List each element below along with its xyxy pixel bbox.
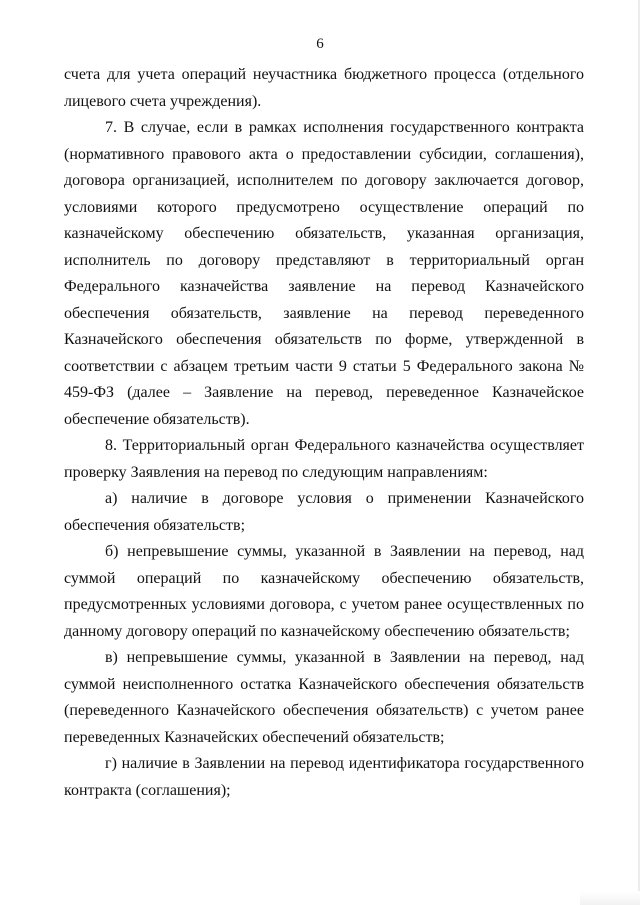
page-number: 6 — [316, 36, 324, 52]
document-body — [64, 62, 584, 804]
paragraph-item-8: 8. Территориальный орган Федерального казначейства осуществляет проверку Заявления на перевод по следующим направлениям: — [64, 437, 584, 481]
subitem-a: а) наличие в договоре условия о применении Казначейского обеспечения обязательств; — [64, 490, 584, 534]
subitem-g: г) наличие в Заявлении на перевод идентификатора государственного контракта (соглашения); — [64, 755, 584, 799]
paragraph-continuation: счета для учета операций неучастника бюджетного процесса (отдельного лицевого счета учреждения). — [64, 66, 584, 110]
subitem-v: в) непревышение суммы, указанной в Заявлении на перевод, над суммой неисполненного остатка Казначейского обеспечения обязательств (переведенного Казначейского обеспечения обязательств) с учетом ранее переведенных Казначейских обеспечений обязательств; — [64, 649, 584, 746]
scan-corner-shadow — [580, 891, 640, 905]
subitem-b: б) непревышение суммы, указанной в Заявлении на перевод, над суммой операций по казначейскому обеспечению обязательств, предусмотренных условиями договора, с учетом ранее осуществленных по данному договору операций по казначейскому обеспечению обязательств; — [64, 543, 584, 640]
paragraph-item-7: 7. В случае, если в рамках исполнения государственного контракта (нормативного правового акта о предоставлении субсидии, соглашения), договора организацией, исполнителем по договору заключается договор, условиями которого предусмотрено осуществление операций по казначейскому обеспечению обязательств, указанная организация, исполнитель по договору представляют в территориальный орган Федерального казначейства заявление на перевод Казначейского обеспечения обязательств, заявление на перевод переведенного Казначейского обеспечения обязательств по форме, утвержденной в соответствии с абзацем третьим части 9 статьи 5 Федерального закона № 459-ФЗ (далее – Заявление на перевод, переведенное Казначейское обеспечение обязательств). — [64, 119, 584, 428]
